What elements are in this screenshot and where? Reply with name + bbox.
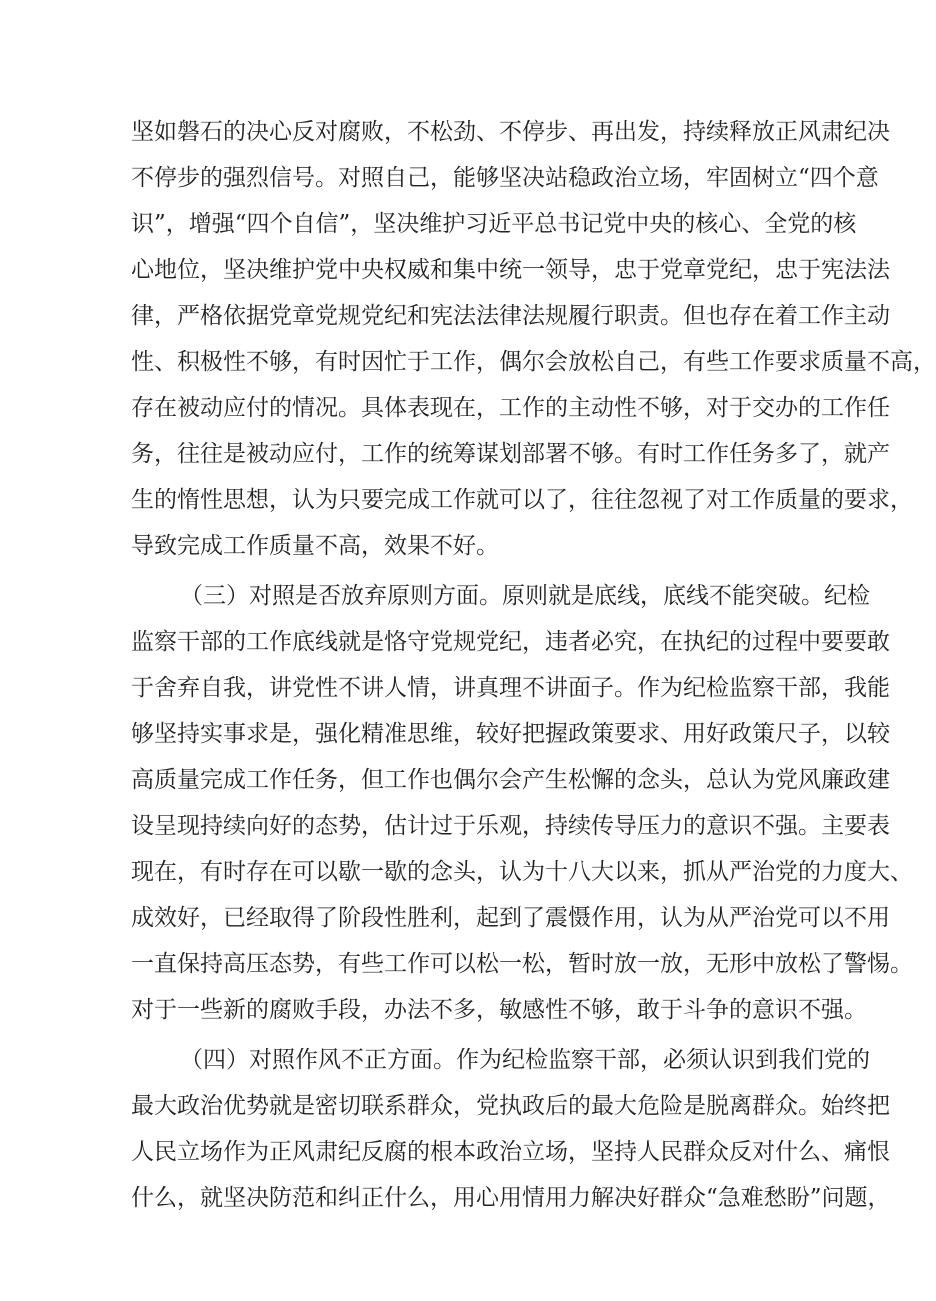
text-line: 生的惰性思想，认为只要完成工作就可以了，往往忽视了对工作质量的要求，	[131, 487, 913, 513]
text-line: 律，严格依据党章党规党纪和宪法法律法规履行职责。但也存在着工作主动	[131, 303, 890, 329]
text-line: 心地位，坚决维护党中央权威和集中统一领导，忠于党章党纪，忠于宪法法	[131, 257, 890, 283]
text-line: 一直保持高压态势，有些工作可以松一松，暂时放一放，无形中放松了警惕。	[131, 951, 913, 977]
text-line: 对于一些新的腐败手段，办法不多，敏感性不够，敢于斗争的意识不强。	[131, 997, 867, 1023]
text-line: 于舍弃自我，讲党性不讲人情，讲真理不讲面子。作为纪检监察干部，我能	[131, 675, 890, 701]
text-line: 成效好，已经取得了阶段性胜利，起到了震慑作用，认为从严治党可以不用	[131, 905, 890, 931]
text-line: 设呈现持续向好的态势，估计过于乐观，持续传导压力的意识不强。主要表	[131, 813, 890, 839]
text-line: 高质量完成工作任务，但工作也偶尔会产生松懈的念头，总认为党风廉政建	[131, 767, 890, 793]
text-line: 现在，有时存在可以歇一歇的念头，认为十八大以来，抓从严治党的力度大、	[131, 859, 913, 885]
text-line: 性、积极性不够，有时因忙于工作，偶尔会放松自己，有些工作要求质量不高，	[131, 349, 936, 375]
text-line: 人民立场作为正风肃纪反腐的根本政治立场，坚持人民群众反对什么、痛恨	[131, 1139, 890, 1165]
text-line: 监察干部的工作底线就是恪守党规党纪，违者必究，在执纪的过程中要要敢	[131, 629, 890, 655]
text-line: 务，往往是被动应付，工作的统筹谋划部署不够。有时工作任务多了，就产	[131, 441, 890, 467]
text-line: 存在被动应付的情况。具体表现在，工作的主动性不够，对于交办的工作任	[131, 395, 890, 421]
text-line: 不停步的强烈信号。对照自己，能够坚决站稳政治立场，牢固树立“四个意	[131, 165, 879, 191]
paragraph-first-line: （四）对照作风不正方面。作为纪检监察干部，必须认识到我们党的	[180, 1047, 870, 1073]
text-line: 坚如磐石的决心反对腐败，不松劲、不停步、再出发，持续释放正风肃纪决	[131, 119, 890, 145]
text-line: 够坚持实事求是，强化精准思维，较好把握政策要求、用好政策尺子，以较	[131, 721, 890, 747]
text-line: 最大政治优势就是密切联系群众，党执政后的最大危险是脱离群众。始终把	[131, 1093, 890, 1119]
text-line: 导致完成工作质量不高，效果不好。	[131, 533, 499, 559]
text-line: 什么，就坚决防范和纠正什么，用心用情用力解决好群众“急难愁盼”问题，	[131, 1185, 891, 1211]
paragraph-first-line: （三）对照是否放弃原则方面。原则就是底线，底线不能突破。纪检	[180, 583, 870, 609]
text-line: 识”，增强“四个自信”，坚决维护习近平总书记党中央的核心、全党的核	[131, 211, 857, 237]
